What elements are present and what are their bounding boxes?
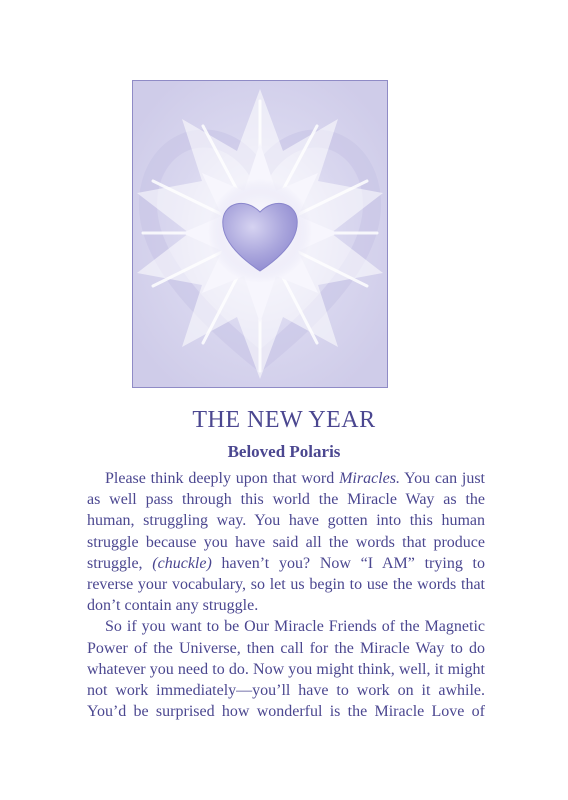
paragraph-1-part3: haven’t you? Now “I AM” trying to reverse your vocabulary, so let us begin to use the words that don’t contain any struggle. xyxy=(87,554,485,615)
paragraph-1-emphasis-miracles: Miracles. xyxy=(339,470,400,487)
page-title: THE NEW YEAR xyxy=(192,407,376,433)
heart-star-illustration xyxy=(132,80,388,388)
paragraph-1-part2: You can just as well pass through this world the Miracle Way as the human, struggling way. You have gotten into this human struggle because you have said all the words that produce struggle, xyxy=(87,470,485,572)
paragraph-1-emphasis-chuckle: (chuckle) xyxy=(152,554,212,572)
paragraph-2: So if you want to be Our Miracle Friends of the Magnetic Power of the Universe, then call for the Miracle Way to do whatever you need to do. Now you might think, well, it might not work immediately—you’ll have to work on it awhile. You’d be surprised how wonderful is the Miracle Love of xyxy=(87,618,485,721)
page-subtitle: Beloved Polaris xyxy=(227,442,341,461)
paragraph-1-part1: Please think deeply upon that word xyxy=(105,470,340,487)
heart-star-burst-icon xyxy=(133,81,387,387)
paragraph-1 xyxy=(87,468,485,616)
body-text xyxy=(87,468,485,722)
